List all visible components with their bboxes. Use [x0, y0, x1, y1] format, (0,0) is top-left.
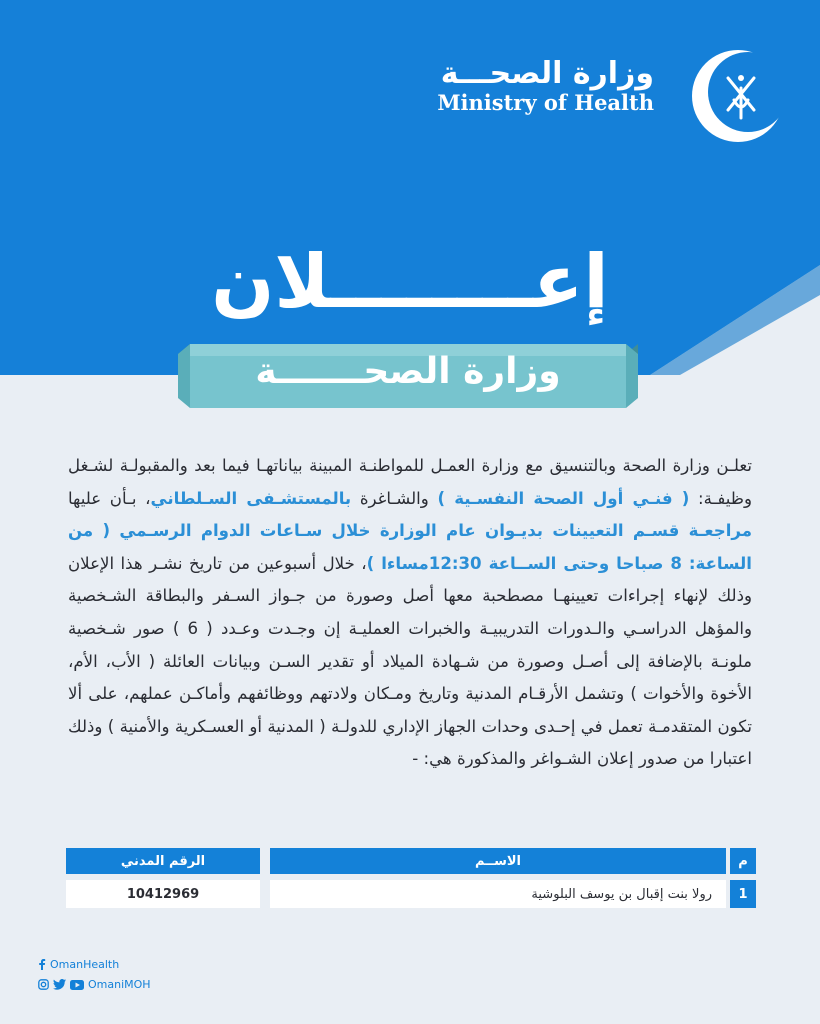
review-instructions: مراجعـة قسـم التعيينات بديـوان عام الوزارة خلال سـاعات الدوام الرسـمي ( من الساعة: 8 صباحا وحتى الســاعة 12:30مساءا ): [68, 521, 752, 573]
instagram-icon: [38, 979, 49, 990]
ministry-logo: [426, 48, 786, 143]
row-num: 1: [730, 880, 756, 908]
announcement-subtitle: وزارة الصحـــــــة: [255, 351, 561, 392]
facebook-handle[interactable]: [38, 958, 119, 971]
facebook-icon: [38, 959, 46, 970]
twitter-icon: [53, 979, 66, 990]
facebook-handle-text: OmanHealth: [50, 958, 120, 971]
body-text-3: ، بـأن عليها: [68, 488, 151, 508]
crescent-emblem-icon: [690, 48, 786, 144]
social-handle[interactable]: [38, 978, 151, 991]
body-text-2: والشـاغرة: [351, 488, 438, 508]
job-title: ( فنـي أول الصحة النفسـية ): [437, 488, 690, 508]
logo-arabic-text: وزارة الصحـــة: [440, 56, 654, 91]
row-civil-id: 10412969: [66, 880, 260, 908]
header-num: م: [730, 848, 756, 874]
table-header-row: [66, 848, 756, 874]
youtube-icon: [70, 980, 84, 990]
row-name: رولا بنت إقبال بن يوسف البلوشية: [270, 880, 726, 908]
body-text-1: تعلـن وزارة الصحة وبالتنسيق مع وزارة العمـل للمواطنـة المبينة بياناتهـا فيما بعد والمقبولـة لشـغل وظيفـة:: [68, 456, 752, 508]
social-handle-text: OmaniMOH: [88, 978, 151, 991]
hospital-name: بالمستشـفى السـلطاني: [150, 488, 352, 508]
header-civil-id: الرقم المدني: [66, 848, 260, 874]
announcement-body: [68, 450, 752, 776]
candidates-table: [66, 848, 756, 908]
header-name: الاســم: [270, 848, 726, 874]
logo-english-text: Ministry of Health: [437, 90, 654, 115]
announcement-title: إعــــــــلان: [211, 239, 609, 325]
table-row: [66, 880, 756, 908]
body-text-4: ، خلال أسبوعين من تاريخ نشـر هذا الإعلان وذلك لإنهاء إجراءات تعيينهـا مصطحبة معها أصل وصورة من جـواز السـفر والبطاقة الشـخصية والمؤهل الدراسـي والـدورات التدريبيـة والخبرات العمليـة إن وجـدت وعـدد ( 6 ) صور شـخصية ملونـة بالإضافة إلى أصـل وصورة من شـهادة الميلاد أو تقدير السـن وبيانات العائلة ( الأب، الأم، الأخوة والأخوات ) وتشمل الأرقـام المدنية وتاريخ ومـكان ولادتهم ووظائفهم وأماكـن عملهم، على ألا تكون المتقدمـة تعمل في إحـدى وحدات الجهاز الإداري للدولـة ( المدنية أو العسـكرية والأمنية ) وذلك اعتبارا من صدور إعلان الشـواغر والمذكورة هي: -: [68, 553, 752, 769]
